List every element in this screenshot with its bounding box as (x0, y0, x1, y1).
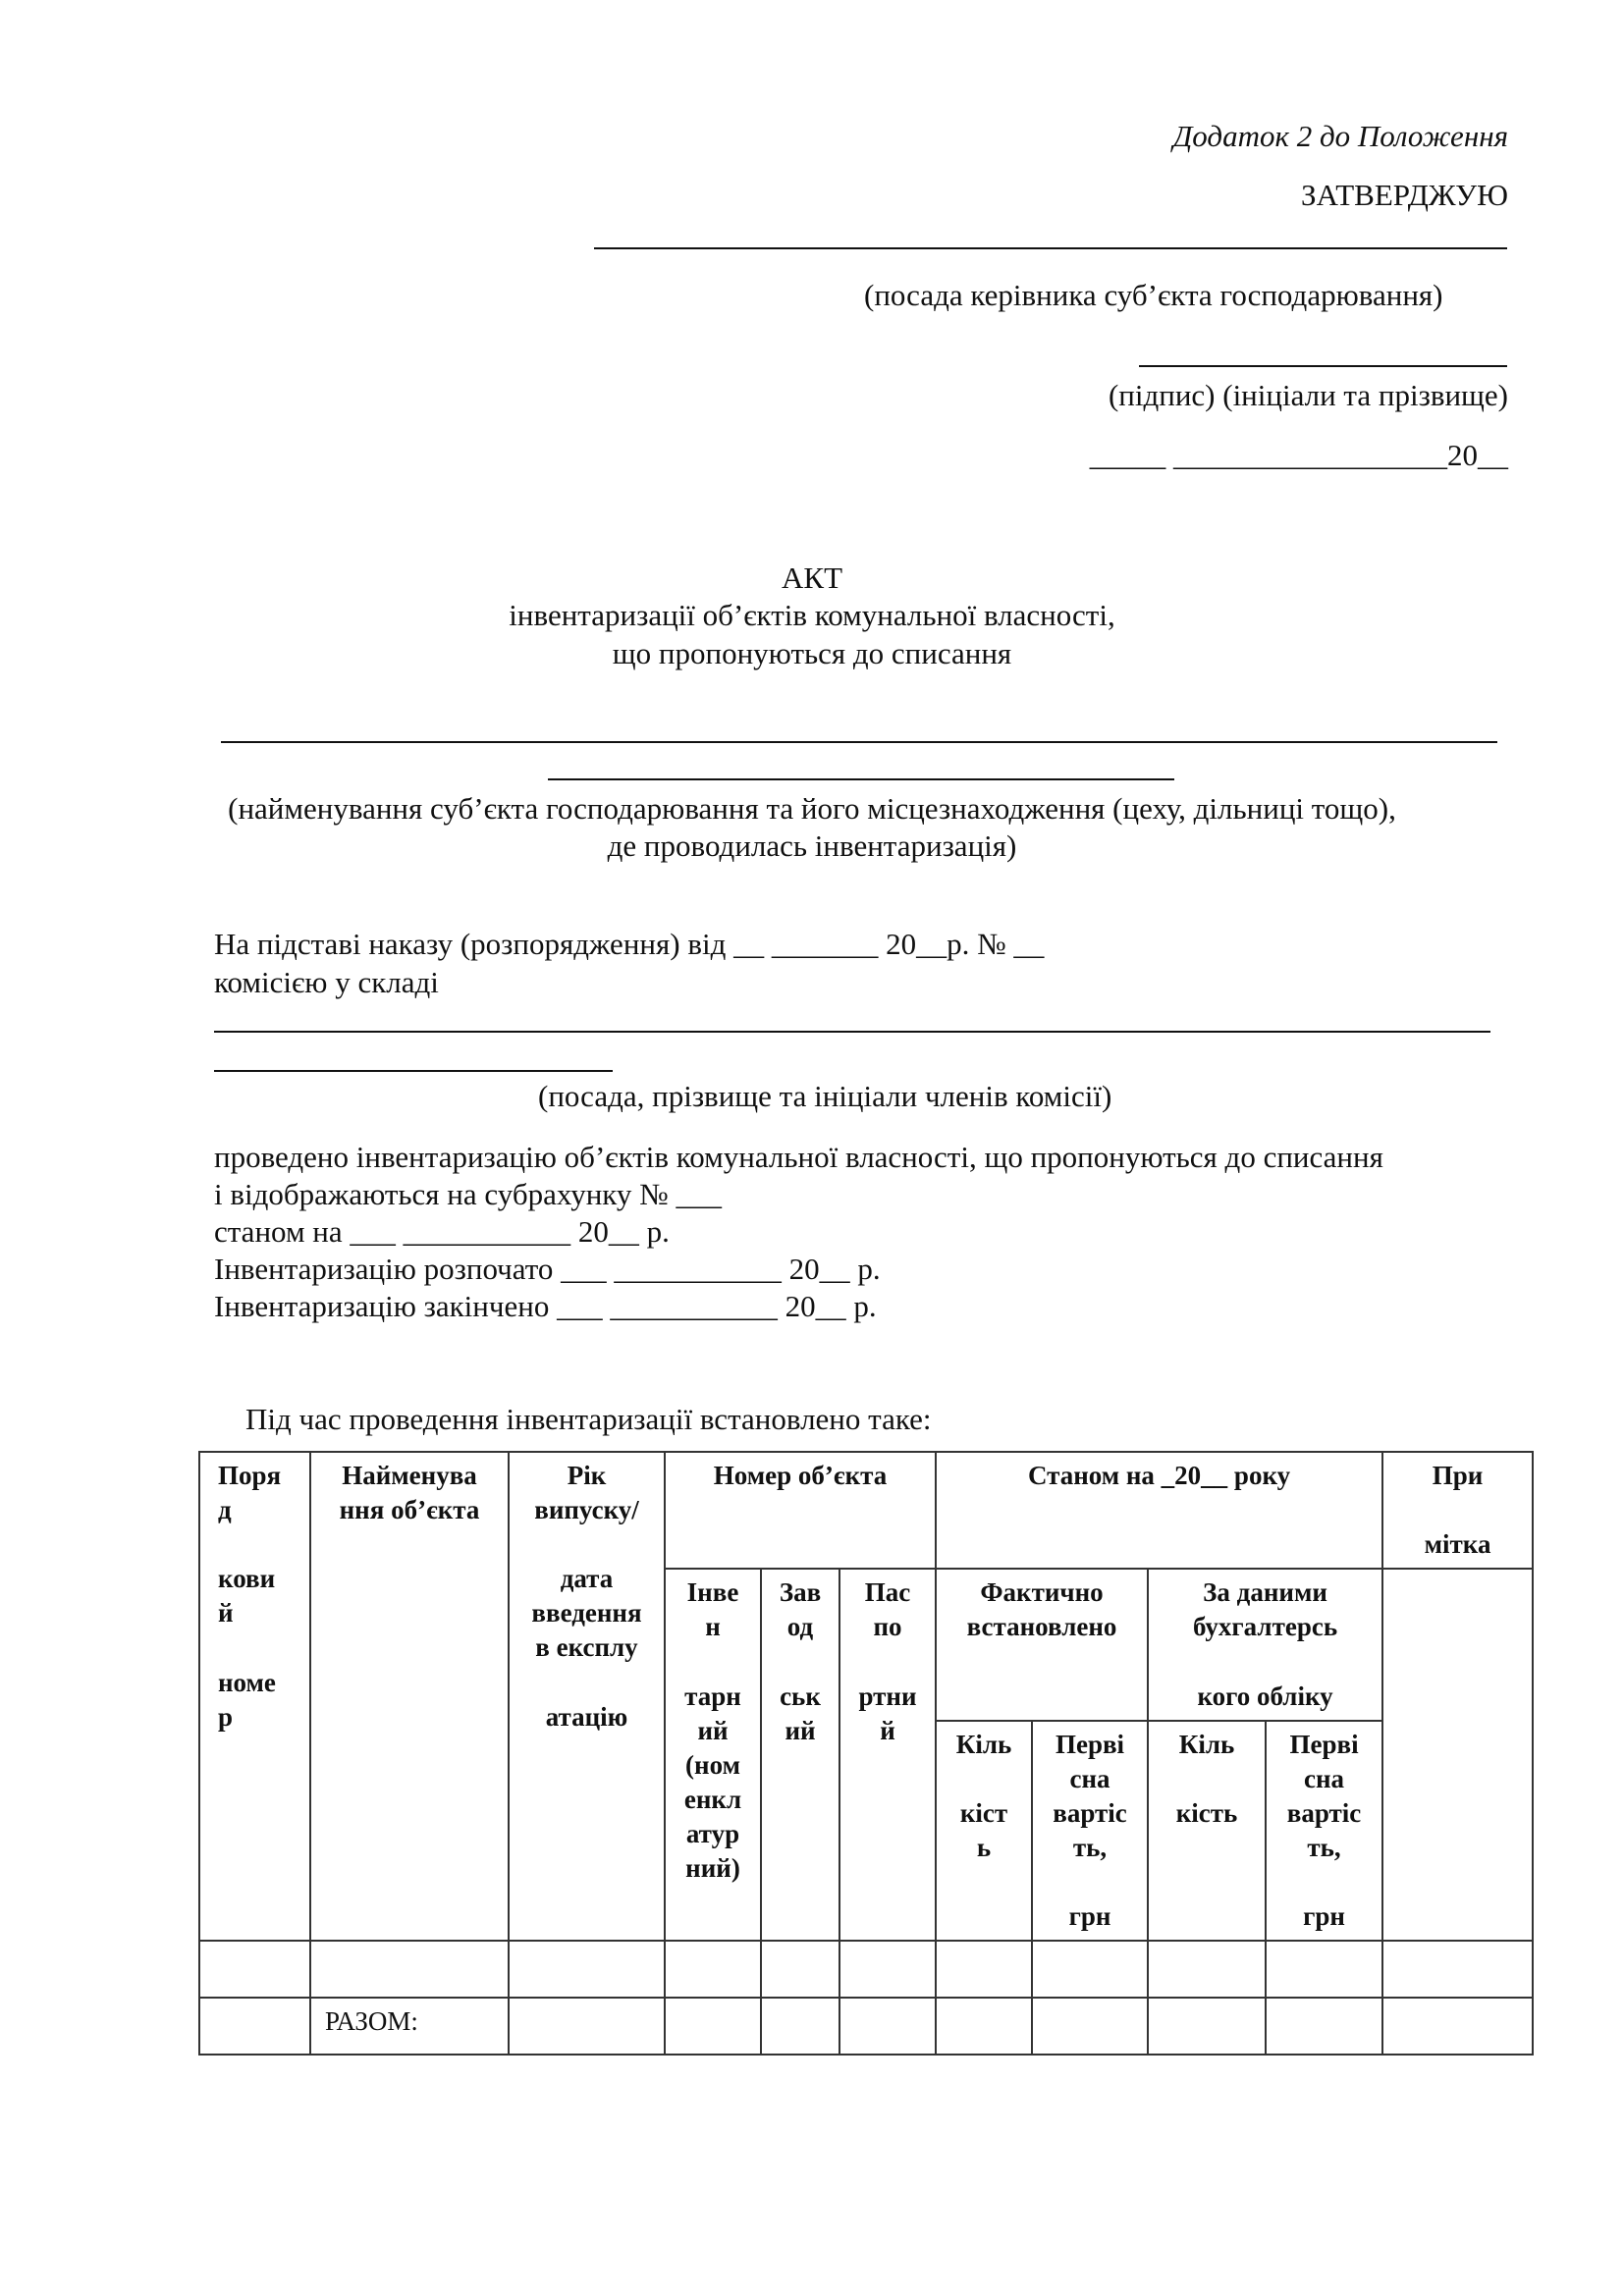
header-accounting-qty: Кіль кість (1148, 1721, 1266, 1942)
table-intro: Під час проведення інвентаризації встановлено таке: (245, 1402, 932, 1436)
header-actual-qty: Кіль кіст ь (936, 1721, 1032, 1942)
doc-subtitle-2: що пропонуються до списання (612, 636, 1012, 670)
commission-line-1 (214, 1031, 1490, 1033)
members-caption: (посада, прізвище та ініціали членів комісії) (538, 1079, 1112, 1113)
total-label: РАЗОМ: (310, 1998, 509, 2055)
approve-label: ЗАТВЕРДЖУЮ (1301, 178, 1508, 212)
header-actual: Фактично встановлено (936, 1569, 1148, 1720)
inventory-end: Інвентаризацію закінчено ___ ___________ 20__ р. (214, 1289, 877, 1323)
entity-line-1 (221, 741, 1497, 743)
order-basis: На підставі наказу (розпорядження) від __ _______ 20__р. № __ (214, 927, 1045, 961)
signature-caption: (підпис) (ініціали та прізвище) (1108, 378, 1508, 412)
approval-date: _____ __________________20__ (1089, 438, 1508, 472)
table-row (199, 1941, 1533, 1998)
entity-caption-1: (найменування суб’єкта господарювання та його місцезнаходження (цеху, дільниці тощо), (228, 791, 1396, 826)
header-object-name: Найменува ння об’єкта (310, 1452, 509, 1941)
header-inventory-number: Інве н тарн ий (ном енкл атур ний) (665, 1569, 761, 1941)
note-empty-cell (1382, 1569, 1533, 1941)
doc-subtitle-1: інвентаризації об’єктів комунальної власності, (509, 598, 1115, 632)
commission-label: комісією у складі (214, 965, 439, 999)
statement-line-3: станом на ___ ___________ 20__ р. (214, 1214, 670, 1249)
total-row (199, 1998, 1533, 2055)
appendix-note: Додаток 2 до Положення (1172, 119, 1508, 153)
position-line (594, 247, 1507, 249)
inventory-start: Інвентаризацію розпочато ___ ___________ 20__ р. (214, 1252, 881, 1286)
position-caption: (посада керівника суб’єкта господарювання) (864, 278, 1443, 312)
commission-line-2 (214, 1070, 613, 1072)
header-accounting-cost: Перві сна вартіс ть, грн (1266, 1721, 1382, 1942)
header-row-number: Поря д кови й номе р (199, 1452, 310, 1941)
inventory-table (198, 1451, 1534, 2056)
statement-line-2: і відображаються на субрахунку № ___ (214, 1177, 722, 1211)
header-release-year: Рік випуску/ дата введення в експлу атацію (509, 1452, 665, 1941)
header-state-date: Станом на _20__ року (936, 1452, 1382, 1569)
entity-caption-2: де проводилась інвентаризація) (607, 828, 1017, 863)
header-actual-cost: Перві сна вартіс ть, грн (1032, 1721, 1148, 1942)
signature-line (1139, 365, 1507, 367)
doc-title: АКТ (782, 561, 842, 595)
header-accounting: За даними бухгалтерсь кого обліку (1148, 1569, 1382, 1720)
header-factory-number: Зав од ськ ий (761, 1569, 839, 1941)
header-passport-number: Пас по ртни й (839, 1569, 936, 1941)
entity-line-2 (548, 778, 1174, 780)
header-object-number: Номер об’єкта (665, 1452, 936, 1569)
header-note: При мітка (1382, 1452, 1533, 1569)
statement-line-1: проведено інвентаризацію об’єктів комунальної власності, що пропонуються до списання (214, 1140, 1383, 1174)
